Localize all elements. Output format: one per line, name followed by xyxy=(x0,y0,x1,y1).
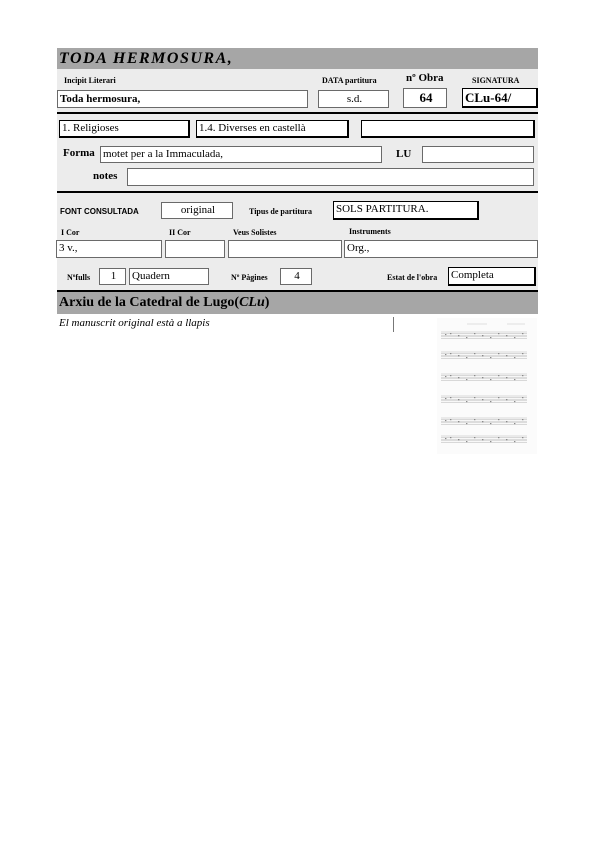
veus-solistes-field[interactable] xyxy=(228,240,342,258)
veus-solistes-label: Veus Solistes xyxy=(233,228,277,237)
lu-label: LU xyxy=(396,148,412,160)
i-cor-label: I Cor xyxy=(61,228,80,237)
n-fulls-label: Nºfulls xyxy=(67,273,91,282)
n-obra-field[interactable]: 64 xyxy=(403,88,447,108)
instruments-label: Instruments xyxy=(349,227,391,236)
n-pagines-field[interactable]: 4 xyxy=(280,268,312,285)
score-image xyxy=(437,318,537,454)
tipus-partitura-field[interactable]: SOLS PARTITURA. xyxy=(333,201,479,220)
notes-field[interactable] xyxy=(127,168,534,186)
signatura-field[interactable]: CLu-64/ xyxy=(462,88,538,108)
tipus-partitura-label: Tipus de partitura xyxy=(249,207,312,216)
i-cor-field[interactable]: 3 v., xyxy=(56,240,162,258)
data-partitura-label: DATA partitura xyxy=(322,76,377,85)
font-consultada-label: FONT CONSULTADA xyxy=(60,207,139,216)
font-consultada-field[interactable]: original xyxy=(161,202,233,219)
instruments-field[interactable]: Org., xyxy=(344,240,538,258)
score-thumbnail[interactable] xyxy=(437,318,537,454)
category-field[interactable]: 1. Religioses xyxy=(59,120,190,138)
estat-obra-label: Estat de l'obra xyxy=(387,273,438,282)
separator-line xyxy=(57,112,538,114)
n-fulls-field[interactable]: 1 xyxy=(99,268,126,285)
incipit-field[interactable]: Toda hermosura, xyxy=(57,90,308,108)
divider-line xyxy=(393,317,394,332)
notes-label: notes xyxy=(93,170,118,182)
separator-line xyxy=(57,191,538,193)
work-title: TODA HERMOSURA, xyxy=(59,50,234,67)
subcategory-field[interactable]: 1.4. Diverses en castellà xyxy=(196,120,349,138)
ii-cor-field[interactable] xyxy=(165,240,225,258)
n-obra-label: nº Obra xyxy=(406,72,444,84)
forma-field[interactable]: motet per a la Immaculada, xyxy=(100,146,382,163)
archive-name: Arxiu de la Catedral de Lugo(CLu) xyxy=(59,295,270,310)
forma-label: Forma xyxy=(63,147,95,159)
category-extra-field[interactable] xyxy=(361,120,535,138)
format-field[interactable]: Quadern xyxy=(129,268,209,285)
data-partitura-field[interactable]: s.d. xyxy=(318,90,389,108)
incipit-label: Incipit Literari xyxy=(64,76,116,85)
signatura-label: SIGNATURA xyxy=(472,76,520,85)
ii-cor-label: II Cor xyxy=(169,228,191,237)
archive-note: El manuscrit original està a llapis xyxy=(59,317,210,329)
lu-field[interactable] xyxy=(422,146,534,163)
n-pagines-label: Nº Pàgines xyxy=(231,273,268,282)
estat-obra-field[interactable]: Completa xyxy=(448,267,536,286)
